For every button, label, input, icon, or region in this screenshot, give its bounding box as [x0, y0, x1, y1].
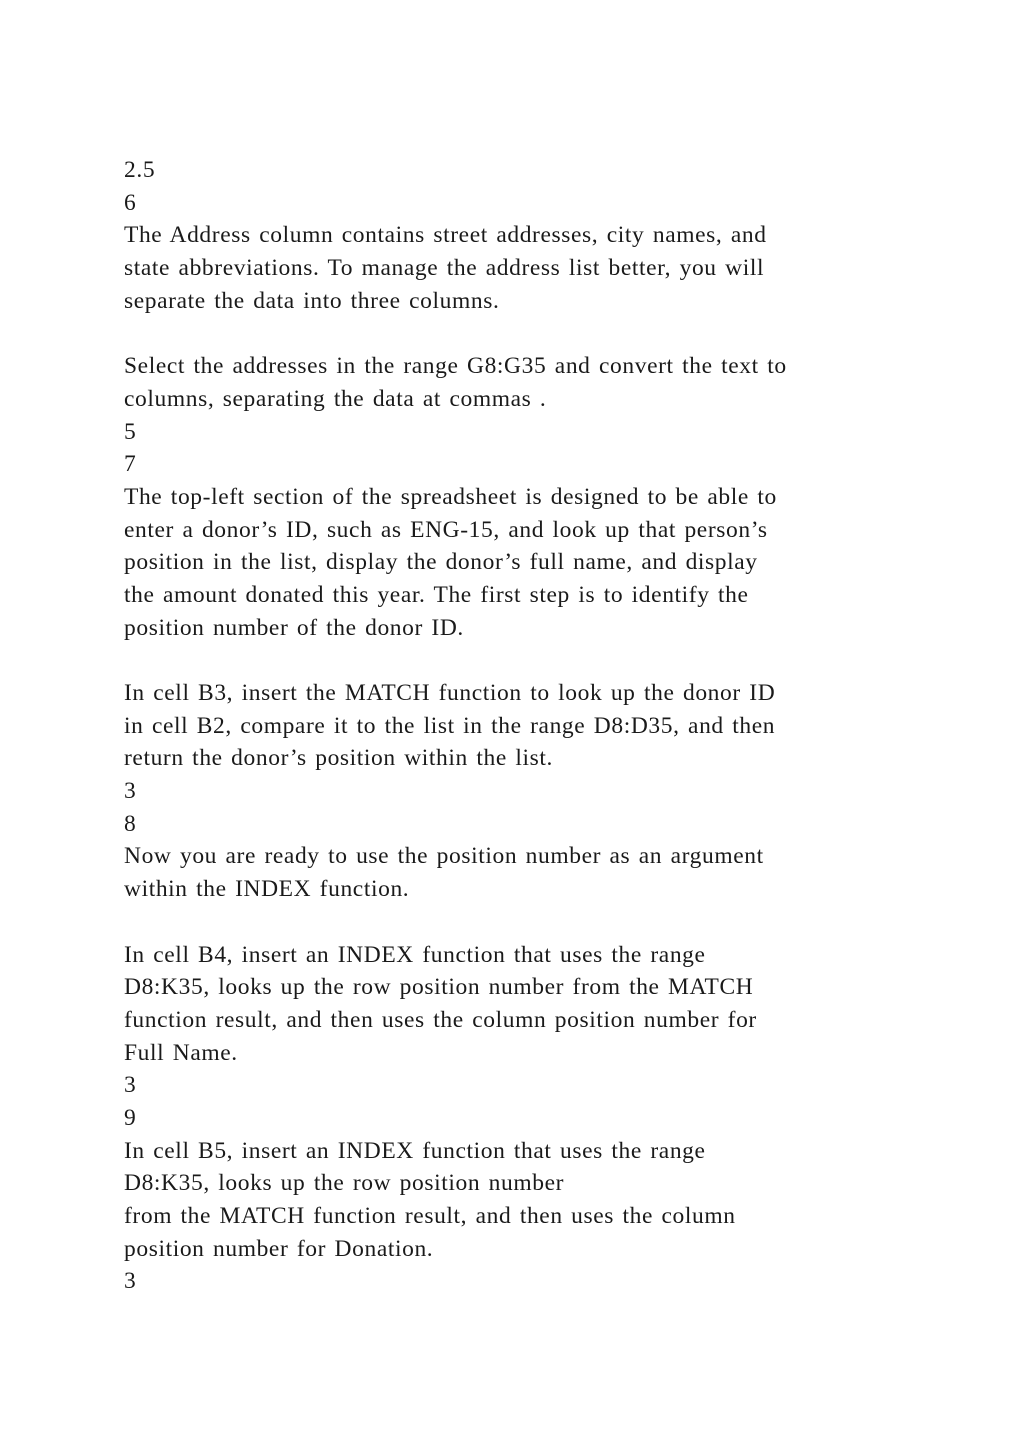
blank-line: [124, 906, 924, 939]
text-line: 3: [124, 1268, 137, 1295]
blank-line: [124, 317, 924, 350]
text-line: columns, separating the data at commas .: [124, 385, 547, 412]
text-line: D8:K35, looks up the row position number from the MATCH: [124, 974, 754, 1001]
text-line: The top-left section of the spreadsheet is designed to be able to: [124, 483, 777, 510]
text-line: position number of the donor ID.: [124, 614, 464, 641]
text-line: function result, and then uses the column position number for: [124, 1006, 757, 1033]
text-line: Select the addresses in the range G8:G35 and convert the text to: [124, 353, 787, 380]
text-line: 3: [124, 1072, 137, 1099]
text-line: position number for Donation.: [124, 1235, 434, 1262]
text-line: the amount donated this year. The first step is to identify the: [124, 581, 749, 608]
text-line: In cell B4, insert an INDEX function that uses the range: [124, 941, 706, 968]
text-line: Full Name.: [124, 1039, 238, 1066]
blank-line: [124, 644, 924, 677]
document-body: [124, 154, 924, 1298]
text-line: state abbreviations. To manage the address list better, you will: [124, 255, 765, 282]
text-line: 6: [124, 189, 137, 216]
text-line: In cell B3, insert the MATCH function to look up the donor ID: [124, 680, 776, 706]
text-line: The Address column contains street addresses, city names, and: [124, 222, 767, 249]
text-line: in cell B2, compare it to the list in the range D8:D35, and then: [124, 712, 776, 739]
text-line: In cell B5, insert an INDEX function that uses the range: [124, 1137, 706, 1164]
text-line: 9: [124, 1104, 137, 1131]
text-line: separate the data into three columns.: [124, 287, 500, 314]
text-line: position in the list, display the donor’s full name, and display: [124, 549, 758, 576]
text-line: 7: [124, 451, 137, 478]
text-line: D8:K35, looks up the row position number: [124, 1170, 565, 1197]
text-line: 2.5: [124, 157, 156, 183]
text-line: 3: [124, 778, 137, 805]
text-line: from the MATCH function result, and then uses the column: [124, 1203, 736, 1229]
text-line: 5: [124, 418, 137, 445]
text-line: within the INDEX function.: [124, 876, 410, 903]
text-line: enter a donor’s ID, such as ENG-15, and look up that person’s: [124, 516, 768, 543]
text-line: Now you are ready to use the position number as an argument: [124, 843, 764, 870]
text-line: 8: [124, 810, 137, 837]
text-line: return the donor’s position within the list.: [124, 745, 553, 772]
